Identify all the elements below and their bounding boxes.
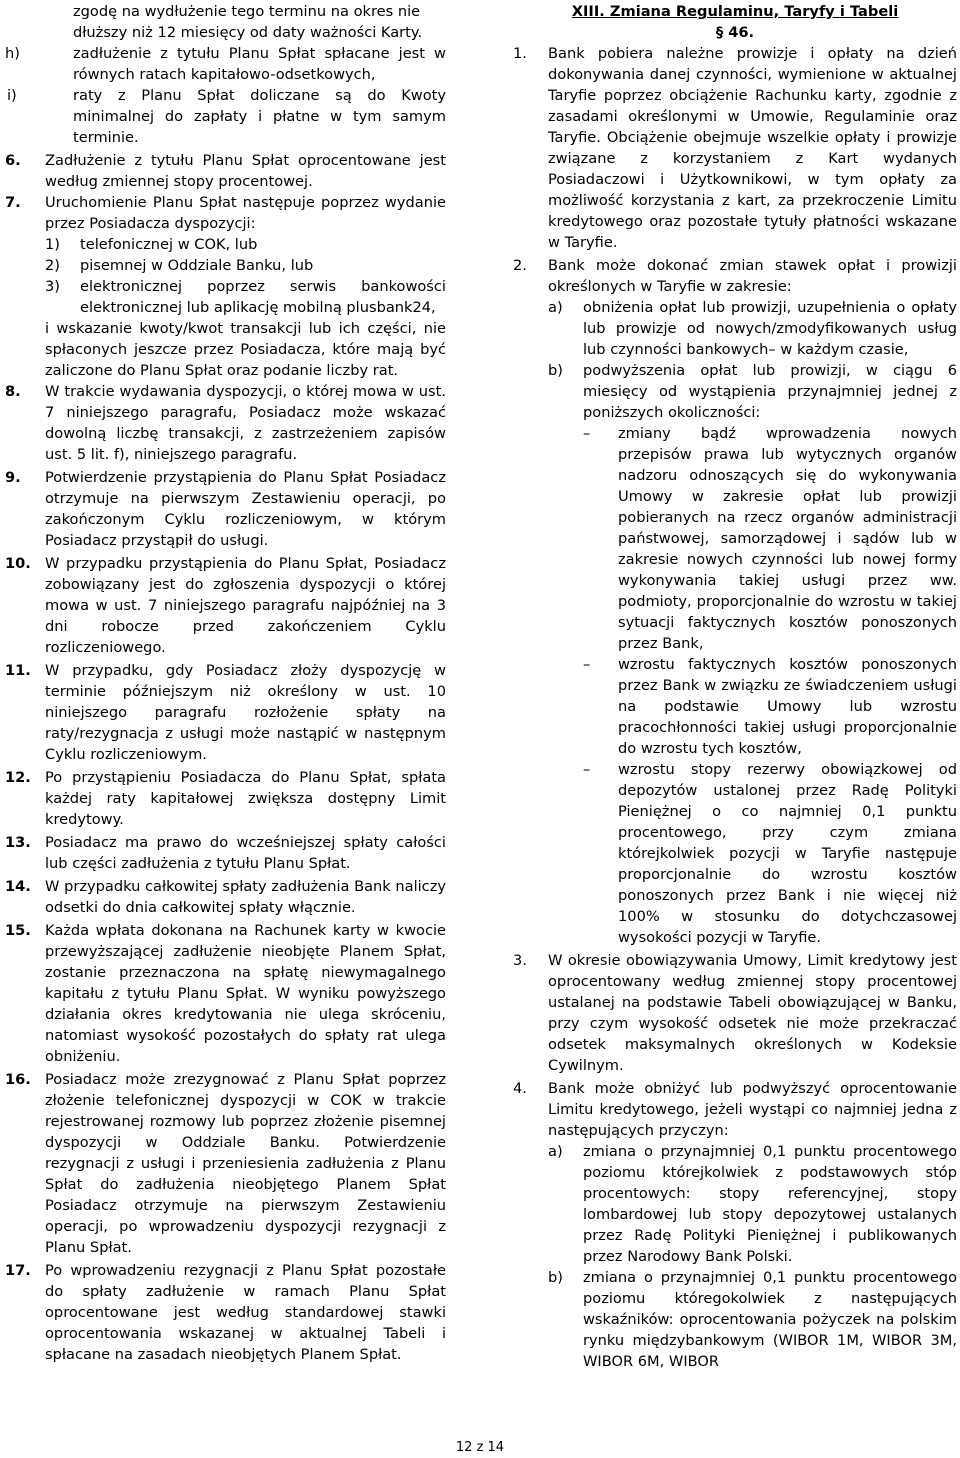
paragraph-number: 10. [5,555,31,572]
paragraph-11 [5,660,446,765]
intro-line-1: zgodę na wydłużenie tego terminu na okres nie [73,3,421,20]
paragraph-6 [5,150,446,192]
dash-text: wzrostu stopy rezerwy obowiązkowej od depozytów ustalonej przez Radę Polityki Pieniężnej o co najmniej 0,1 punktu procentowego, przy czym zmiana którejkolwiek pozycji w Taryfie następuje proporcjonalnie do wzrostu kosztów ponoszonych przez Bank i nie więcej niż 100% w stosunku do dotychczasowej wysokości pozycji w Taryfie. [618,761,957,946]
paragraph-text: Po przystąpieniu Posiadacza do Planu Spłat, spłata każdej raty kapitałowej zwiększa dostępny Limit kredytowy. [45,769,446,828]
intro-line-2: dłuższy niż 12 miesięcy od daty ważności Karty. [73,24,423,41]
paragraph-7-subitem-2 [5,255,446,276]
paragraph-7 [5,192,446,234]
paragraph-number: 14. [5,878,31,895]
item-label: b) [548,362,563,379]
paragraph-7-subitem-3 [5,276,446,318]
item-label: a) [548,1143,563,1160]
subitem-text: elektronicznej poprzez serwis bankowości elektronicznej lub aplikację mobilną plusbank24, [80,278,446,316]
paragraph-text: Każda wpłata dokonana na Rachunek karty w kwocie przewyższającej zadłużenie nieobjęte Planem Spłat, zostanie przeznaczona na spłatę niewymagalnego kapitału z tytułu Planu Spłat. W wyniku powyższego działania okres kredytowania nie ulega skróceniu, natomiast wysokość pozostałych do spłaty rat ulega obniżeniu. [45,922,446,1065]
right-column [513,1,957,1372]
paragraph-13 [5,832,446,874]
item-text: zmiana o przynajmniej 0,1 punktu procentowego poziomu któregokolwiek z następujących wskaźników: oprocentowania pożyczek na polskim rynku międzybankowym (WIBOR 1M, WIBOR 3M, WIBOR 6M, WIBOR [583,1269,957,1370]
list-item-h [5,43,446,85]
paragraph-number: 6. [5,152,21,169]
dash-text: zmiany bądź wprowadzenia nowych przepisów prawa lub wytycznych organów nadzoru odnoszących się do wykonywania Umowy w zakresie opłat lub prowizji pobieranych na rzecz organów administracji państwowej, samorządowej i sądów lub w zakresie nowych czynności lub nowej formy wykonywania takiej usługi przez ww. podmioty, proporcjonalnie do wzrostu w takiej sytuacji faktycznych kosztów ponoszonych przez Bank, [618,425,957,652]
item-text: zadłużenie z tytułu Planu Spłat spłacane jest w równych ratach kapitałowo-odsetkowych, [73,45,446,83]
paragraph-number: 12. [5,769,31,786]
paragraph-number: 8. [5,383,21,400]
paragraph-1 [513,43,957,253]
item-label: i) [7,87,17,104]
paragraph-9 [5,467,446,551]
paragraph-text: Posiadacz ma prawo do wcześniejszej spłaty całości lub części zadłużenia z tytułu Planu Spłat. [45,834,446,872]
section-heading [513,1,957,43]
dash-bullet: – [583,656,591,673]
paragraph-text: W przypadku, gdy Posiadacz złoży dyspozycję w terminie późniejszym niż określony w ust. 10 niniejszego paragrafu rozłożenie spłaty na raty/rezygnacja z usługi może nastąpić w następnym Cyklu rozliczeniowym. [45,662,446,763]
paragraph-number: 11. [5,662,31,679]
paragraph-10 [5,553,446,658]
paragraph-text: Posiadacz może zrezygnować z Planu Spłat poprzez złożenie telefonicznej dyspozycji w COK w trakcie rejestrowanej rozmowy lub poprzez złożenie pisemnej dyspozycji w Oddziale Banku. Potwierdzenie rezygnacji z usługi i przeniesienia zadłużenia z Planu Spłat do zadłużenia nieobjętego Planem Spłat Posiadacz otrzymuje na pierwszym Zestawieniu operacji, po wprowadzeniu dyspozycji rezygnacji z Planu Spłat. [45,1071,446,1256]
section-number: § 46. [715,24,755,41]
paragraph-17 [5,1260,446,1365]
paragraph-text: W okresie obowiązywania Umowy, Limit kredytowy jest oprocentowany według zmiennej stopy procentowej ustalanej na podstawie Tabeli obowiązującej w Banku, przy czym wysokość odsetek nie może przekraczać odsetek maksymalnych określonych w Kodeksie Cywilnym. [548,952,957,1074]
paragraph-text: Bank pobiera należne prowizje i opłaty na dzień dokonywania danej czynności, wymienione w aktualnej Taryfie poprzez obciążenie Rachunku karty, zgodnie z zasadami określonymi w Umowie, Regulaminie oraz Taryfie. Obciążenie obejmuje wszelkie opłaty i prowizje związane z korzystaniem z Kart wydanych Posiadaczowi i Użytkownikowi, w tym opłaty za możliwość korzystania z kart, za przekroczenie Limitu kredytowego oraz pozostałe tytuły płatności wskazane w Taryfie. [548,45,957,251]
dash-bullet: – [583,761,591,778]
paragraph-15 [5,920,446,1067]
left-column [5,1,446,1365]
subitem-text: telefonicznej w COK, lub [80,236,258,253]
paragraph-2 [513,255,957,297]
dash-item-1 [513,423,957,654]
paragraph-text: W przypadku całkowitej spłaty zadłużenia Bank naliczy odsetki do dnia całkowitej spłaty włącznie. [45,878,447,916]
paragraph-number: 9. [5,469,21,486]
dash-text: wzrostu faktycznych kosztów ponoszonych przez Bank w związku ze świadczeniem usługi na podstawie Umowy lub wzrostu pracochłonności takiej usługi proporcjonalnie do wzrostu tych kosztów, [618,656,957,757]
paragraph-2-item-b [513,360,957,423]
list-item-i [5,85,446,148]
item-label: h) [5,45,20,62]
paragraph-text: Bank może dokonać zmian stawek opłat i prowizji określonych w Taryfie w zakresie: [548,257,957,295]
dash-item-3 [513,759,957,948]
item-label: b) [548,1269,563,1286]
dash-bullet: – [583,425,591,442]
paragraph-7-subitem-1 [5,234,446,255]
item-label: a) [548,299,563,316]
item-text: podwyższenia opłat lub prowizji, w ciągu 6 miesięcy od wystąpienia przynajmniej jednej z poniższych okoliczności: [583,362,957,421]
subitem-label: 3) [45,278,60,295]
paragraph-2-item-a [513,297,957,360]
dash-item-2 [513,654,957,759]
subitem-label: 1) [45,236,60,253]
paragraph-text: W trakcie wydawania dyspozycji, o której mowa w ust. 7 niniejszego paragrafu, Posiadacz może wskazać dowolną liczbę transakcji, z zastrzeżeniem zapisów ust. 5 lit. f), niniejszego paragrafu. [45,383,446,463]
paragraph-4 [513,1078,957,1141]
paragraph-number: 2. [513,257,527,274]
paragraph-number: 7. [5,194,21,211]
paragraph-8 [5,381,446,465]
paragraph-number: 1. [513,45,527,62]
item-text: obniżenia opłat lub prowizji, uzupełnienia o opłaty lub prowizje od nowych/zmodyfikowanych usług lub czynności bankowych– w każdym czasie, [583,299,957,358]
paragraph-14 [5,876,446,918]
subitem-text: pisemnej w Oddziale Banku, lub [80,257,314,274]
subitem-label: 2) [45,257,60,274]
paragraph-4-item-a [513,1141,957,1267]
paragraph-text: Uruchomienie Planu Spłat następuje poprzez wydanie przez Posiadacza dyspozycji: [45,194,446,232]
paragraph-text: Potwierdzenie przystąpienia do Planu Spłat Posiadacz otrzymuje na pierwszym Zestawieniu operacji, po zakończonym Cyklu rozliczeniowym, w którym Posiadacz przystąpił do usługi. [45,469,446,549]
paragraph-4-item-b [513,1267,957,1372]
item-text: zmiana o przynajmniej 0,1 punktu procentowego poziomu którejkolwiek z podstawowych stóp procentowych: stopy referencyjnej, stopy lombardowej lub stopy depozytowej ustalanych przez Radę Polityki Pieniężnej i publikowanych przez Narodowy Bank Polski. [583,1143,957,1265]
paragraph-7-tail: i wskazanie kwoty/kwot transakcji lub ich części, nie spłaconych jeszcze przez Posiadacza, które mają być zaliczone do Planu Spłat oraz podanie liczby rat. [45,320,446,379]
paragraph-number: 13. [5,834,31,851]
paragraph-number: 15. [5,922,31,939]
paragraph-16 [5,1069,446,1258]
paragraph-number: 16. [5,1071,31,1088]
paragraph-text: Po wprowadzeniu rezygnacji z Planu Spłat pozostałe do spłaty zadłużenie w ramach Planu Spłat oprocentowane jest według standardowej stawki oprocentowania wskazanej w aktualnej Tabeli i spłacane na zasadach nieobjętych Planem Spłat. [45,1262,446,1363]
paragraph-number: 4. [513,1080,527,1097]
chapter-title: XIII. Zmiana Regulaminu, Taryfy i Tabeli [571,3,899,20]
paragraph-number: 3. [513,952,527,969]
paragraph-text: Bank może obniżyć lub podwyższyć oprocentowanie Limitu kredytowego, jeżeli wystąpi co najmniej jedna z następujących przyczyn: [548,1080,957,1139]
paragraph-3 [513,950,957,1076]
paragraph-12 [5,767,446,830]
paragraph-number: 17. [5,1262,31,1279]
paragraph-text: Zadłużenie z tytułu Planu Spłat oprocentowane jest według zmiennej stopy procentowej. [45,152,446,190]
paragraph-text: W przypadku przystąpienia do Planu Spłat, Posiadacz zobowiązany jest do zgłoszenia dyspozycji o której mowa w ust. 7 niniejszego paragrafu najpóźniej na 3 dni robocze przed zakończeniem Cyklu rozliczeniowego. [45,555,446,656]
page-number: 12 z 14 [455,1440,505,1455]
item-text: raty z Planu Spłat doliczane są do Kwoty minimalnej do zapłaty i płatne w tym samym terminie. [73,87,446,146]
